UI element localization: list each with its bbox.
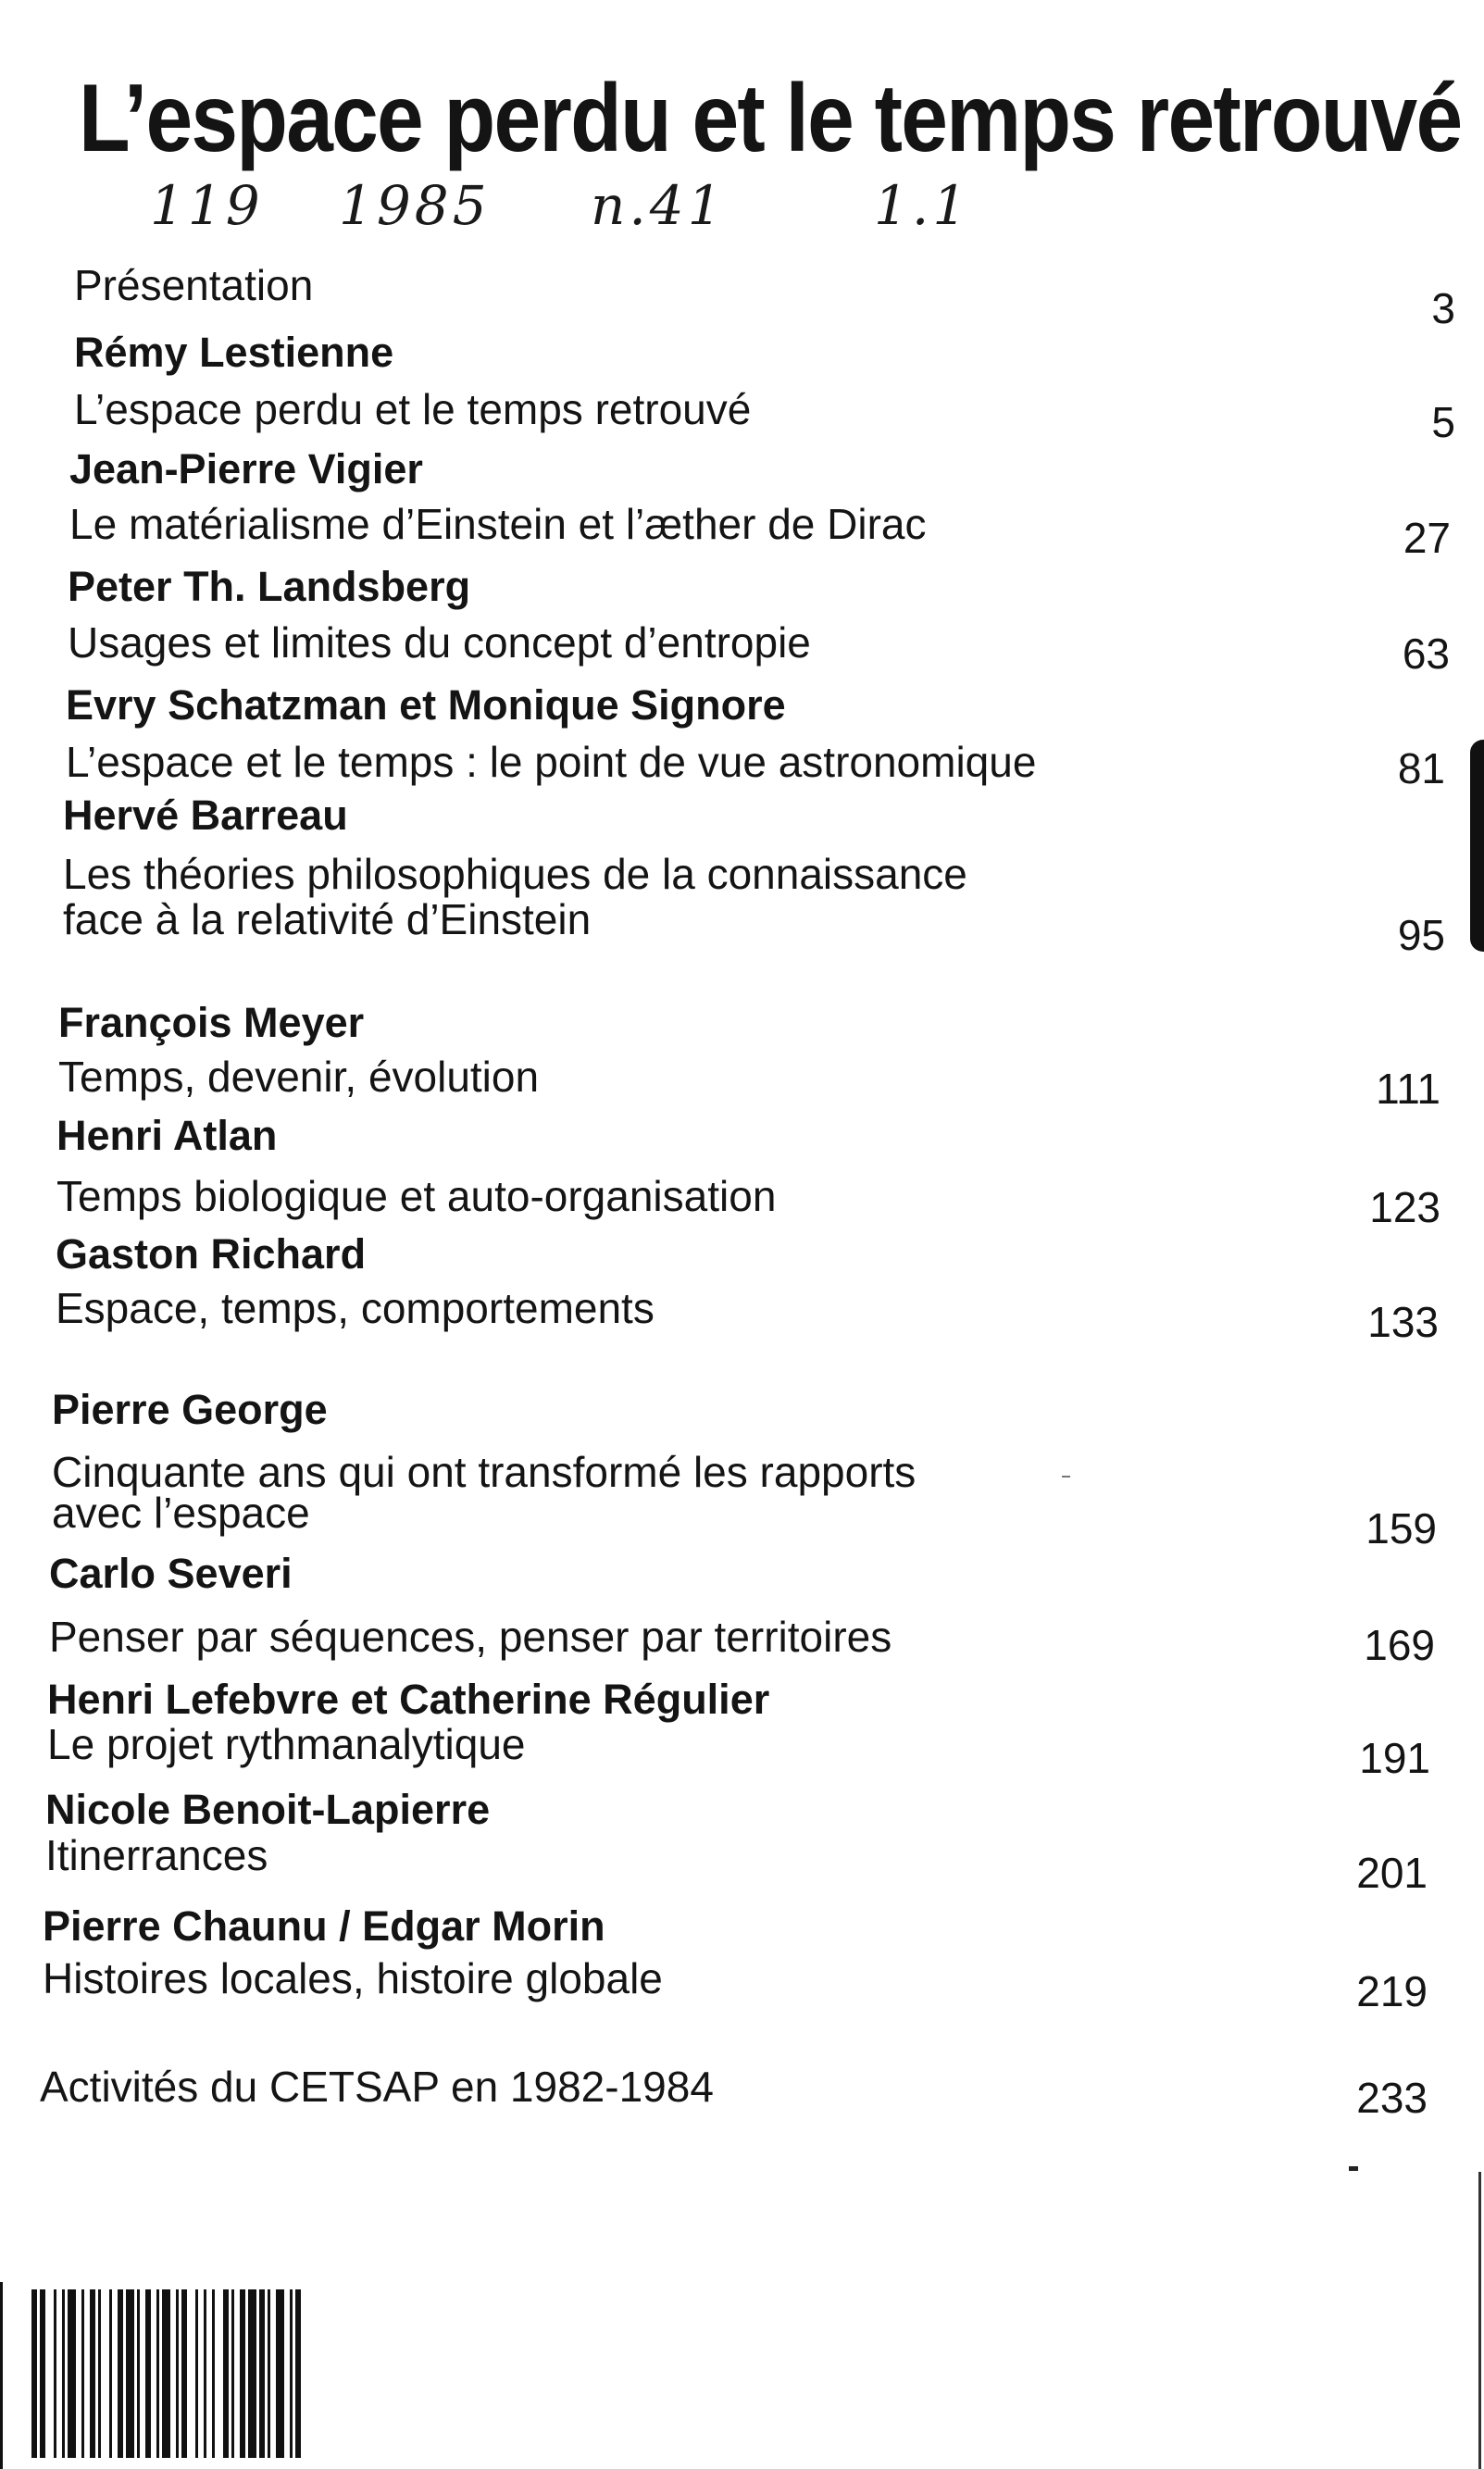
- entry-page-number: 81: [1397, 744, 1445, 792]
- entry-title-continued: avec l’espace: [52, 1489, 310, 1537]
- barcode-bar: [223, 2289, 229, 2458]
- entry-title: Les théories philosophiques de la connaissance: [63, 850, 967, 898]
- barcode-bar: [81, 2289, 84, 2458]
- barcode-bar: [98, 2289, 101, 2458]
- entry-author: François Meyer: [58, 999, 365, 1046]
- barcode-bar: [195, 2289, 198, 2458]
- barcode-bar: [109, 2289, 112, 2458]
- barcode: [0, 2282, 348, 2469]
- entry-title: Temps, devenir, évolution: [58, 1053, 540, 1101]
- entry-author: Rémy Lestienne: [74, 329, 394, 376]
- scan-speck: [1349, 2166, 1358, 2171]
- entry-page-number: 233: [1356, 2074, 1428, 2122]
- barcode-bar: [40, 2289, 45, 2458]
- barcode-bar: [268, 2289, 270, 2458]
- entry-author: Gaston Richard: [56, 1230, 367, 1278]
- entry-author: Pierre George: [52, 1386, 328, 1433]
- barcode-bar: [290, 2289, 293, 2458]
- barcode-bar: [240, 2289, 245, 2458]
- entry-author: Henri Lefebvre et Catherine Régulier: [47, 1676, 770, 1723]
- handwritten-issue: n.41: [591, 174, 726, 237]
- entry-heading: Activités du CETSAP en 1982-1984: [40, 2063, 714, 2111]
- entry-title: Temps biologique et auto-organisation: [56, 1172, 777, 1220]
- entry-page-number: 201: [1356, 1849, 1428, 1897]
- entry-title: Espace, temps, comportements: [56, 1284, 655, 1332]
- barcode-bar: [90, 2289, 95, 2458]
- entry-page-number: 219: [1356, 1967, 1428, 2015]
- barcode-bar: [162, 2289, 170, 2458]
- entry-author: Nicole Benoit-Lapierre: [45, 1786, 491, 1833]
- entry-author: Henri Atlan: [56, 1112, 278, 1159]
- entry-author: Jean-Pierre Vigier: [69, 445, 423, 493]
- entry-title: Le projet rythmanalytique: [47, 1720, 526, 1768]
- entry-page-number: 133: [1367, 1298, 1439, 1346]
- entry-page-number: 5: [1431, 398, 1455, 446]
- entry-page-number: 123: [1369, 1183, 1440, 1231]
- entry-page-number: 111: [1376, 1065, 1440, 1113]
- handwritten-volume: 1.1: [874, 174, 971, 237]
- barcode-bar: [176, 2289, 179, 2458]
- entry-author: Hervé Barreau: [63, 792, 348, 839]
- entry-page-number: 191: [1359, 1734, 1430, 1782]
- entry-title-continued: face à la relativité d’Einstein: [63, 895, 592, 943]
- entry-title: Le matérialisme d’Einstein et l’æther de Dirac: [69, 500, 927, 548]
- entry-page-number: 159: [1366, 1504, 1437, 1552]
- barcode-bar: [68, 2289, 76, 2458]
- barcode-bar: [204, 2289, 206, 2458]
- page-title: L’espace perdu et le temps retrouvé: [79, 65, 1462, 172]
- scan-edge-shadow: [1470, 740, 1484, 952]
- entry-page-number: 3: [1431, 284, 1455, 332]
- barcode-bar: [62, 2289, 65, 2458]
- entry-title: Itinerrances: [45, 1831, 268, 1879]
- entry-page-number: 95: [1397, 911, 1445, 959]
- scan-edge-line: [1478, 2172, 1481, 2469]
- barcode-bar: [248, 2289, 256, 2458]
- entry-title: Penser par séquences, penser par territoires: [49, 1613, 892, 1661]
- entry-page-number: 169: [1364, 1621, 1435, 1669]
- entry-page-number: 27: [1403, 514, 1451, 562]
- barcode-bar: [276, 2289, 284, 2458]
- entry-page-number: 63: [1402, 630, 1450, 678]
- entry-author: Peter Th. Landsberg: [68, 563, 471, 610]
- entry-title: Usages et limites du concept d’entropie: [68, 618, 811, 667]
- barcode-bar: [181, 2289, 187, 2458]
- barcode-bar: [145, 2289, 151, 2458]
- barcode-bar: [118, 2289, 123, 2458]
- barcode-bar: [126, 2289, 134, 2458]
- entry-title: L’espace perdu et le temps retrouvé: [74, 385, 752, 433]
- entry-title: L’espace et le temps : le point de vue astronomique: [66, 738, 1037, 786]
- scan-speck: [1062, 1476, 1070, 1478]
- entry-author: Evry Schatzman et Monique Signore: [66, 681, 786, 729]
- barcode-bar: [295, 2289, 301, 2458]
- handwritten-year: 1985: [339, 174, 491, 237]
- handwritten-number: 119: [150, 174, 264, 237]
- barcode-frame: [0, 2282, 3, 2469]
- entry-title: Cinquante ans qui ont transformé les rapports: [52, 1448, 917, 1496]
- barcode-bar: [54, 2289, 56, 2458]
- barcode-bar: [212, 2289, 215, 2458]
- entry-title: Histoires locales, histoire globale: [43, 1954, 663, 2002]
- barcode-bar: [231, 2289, 234, 2458]
- entry-heading: Présentation: [74, 261, 314, 309]
- barcode-bar: [259, 2289, 265, 2458]
- entry-author: Pierre Chaunu / Edgar Morin: [43, 1902, 605, 1950]
- barcode-bar: [31, 2289, 37, 2458]
- entry-author: Carlo Severi: [49, 1550, 293, 1597]
- barcode-bar: [156, 2289, 159, 2458]
- barcode-bar: [137, 2289, 140, 2458]
